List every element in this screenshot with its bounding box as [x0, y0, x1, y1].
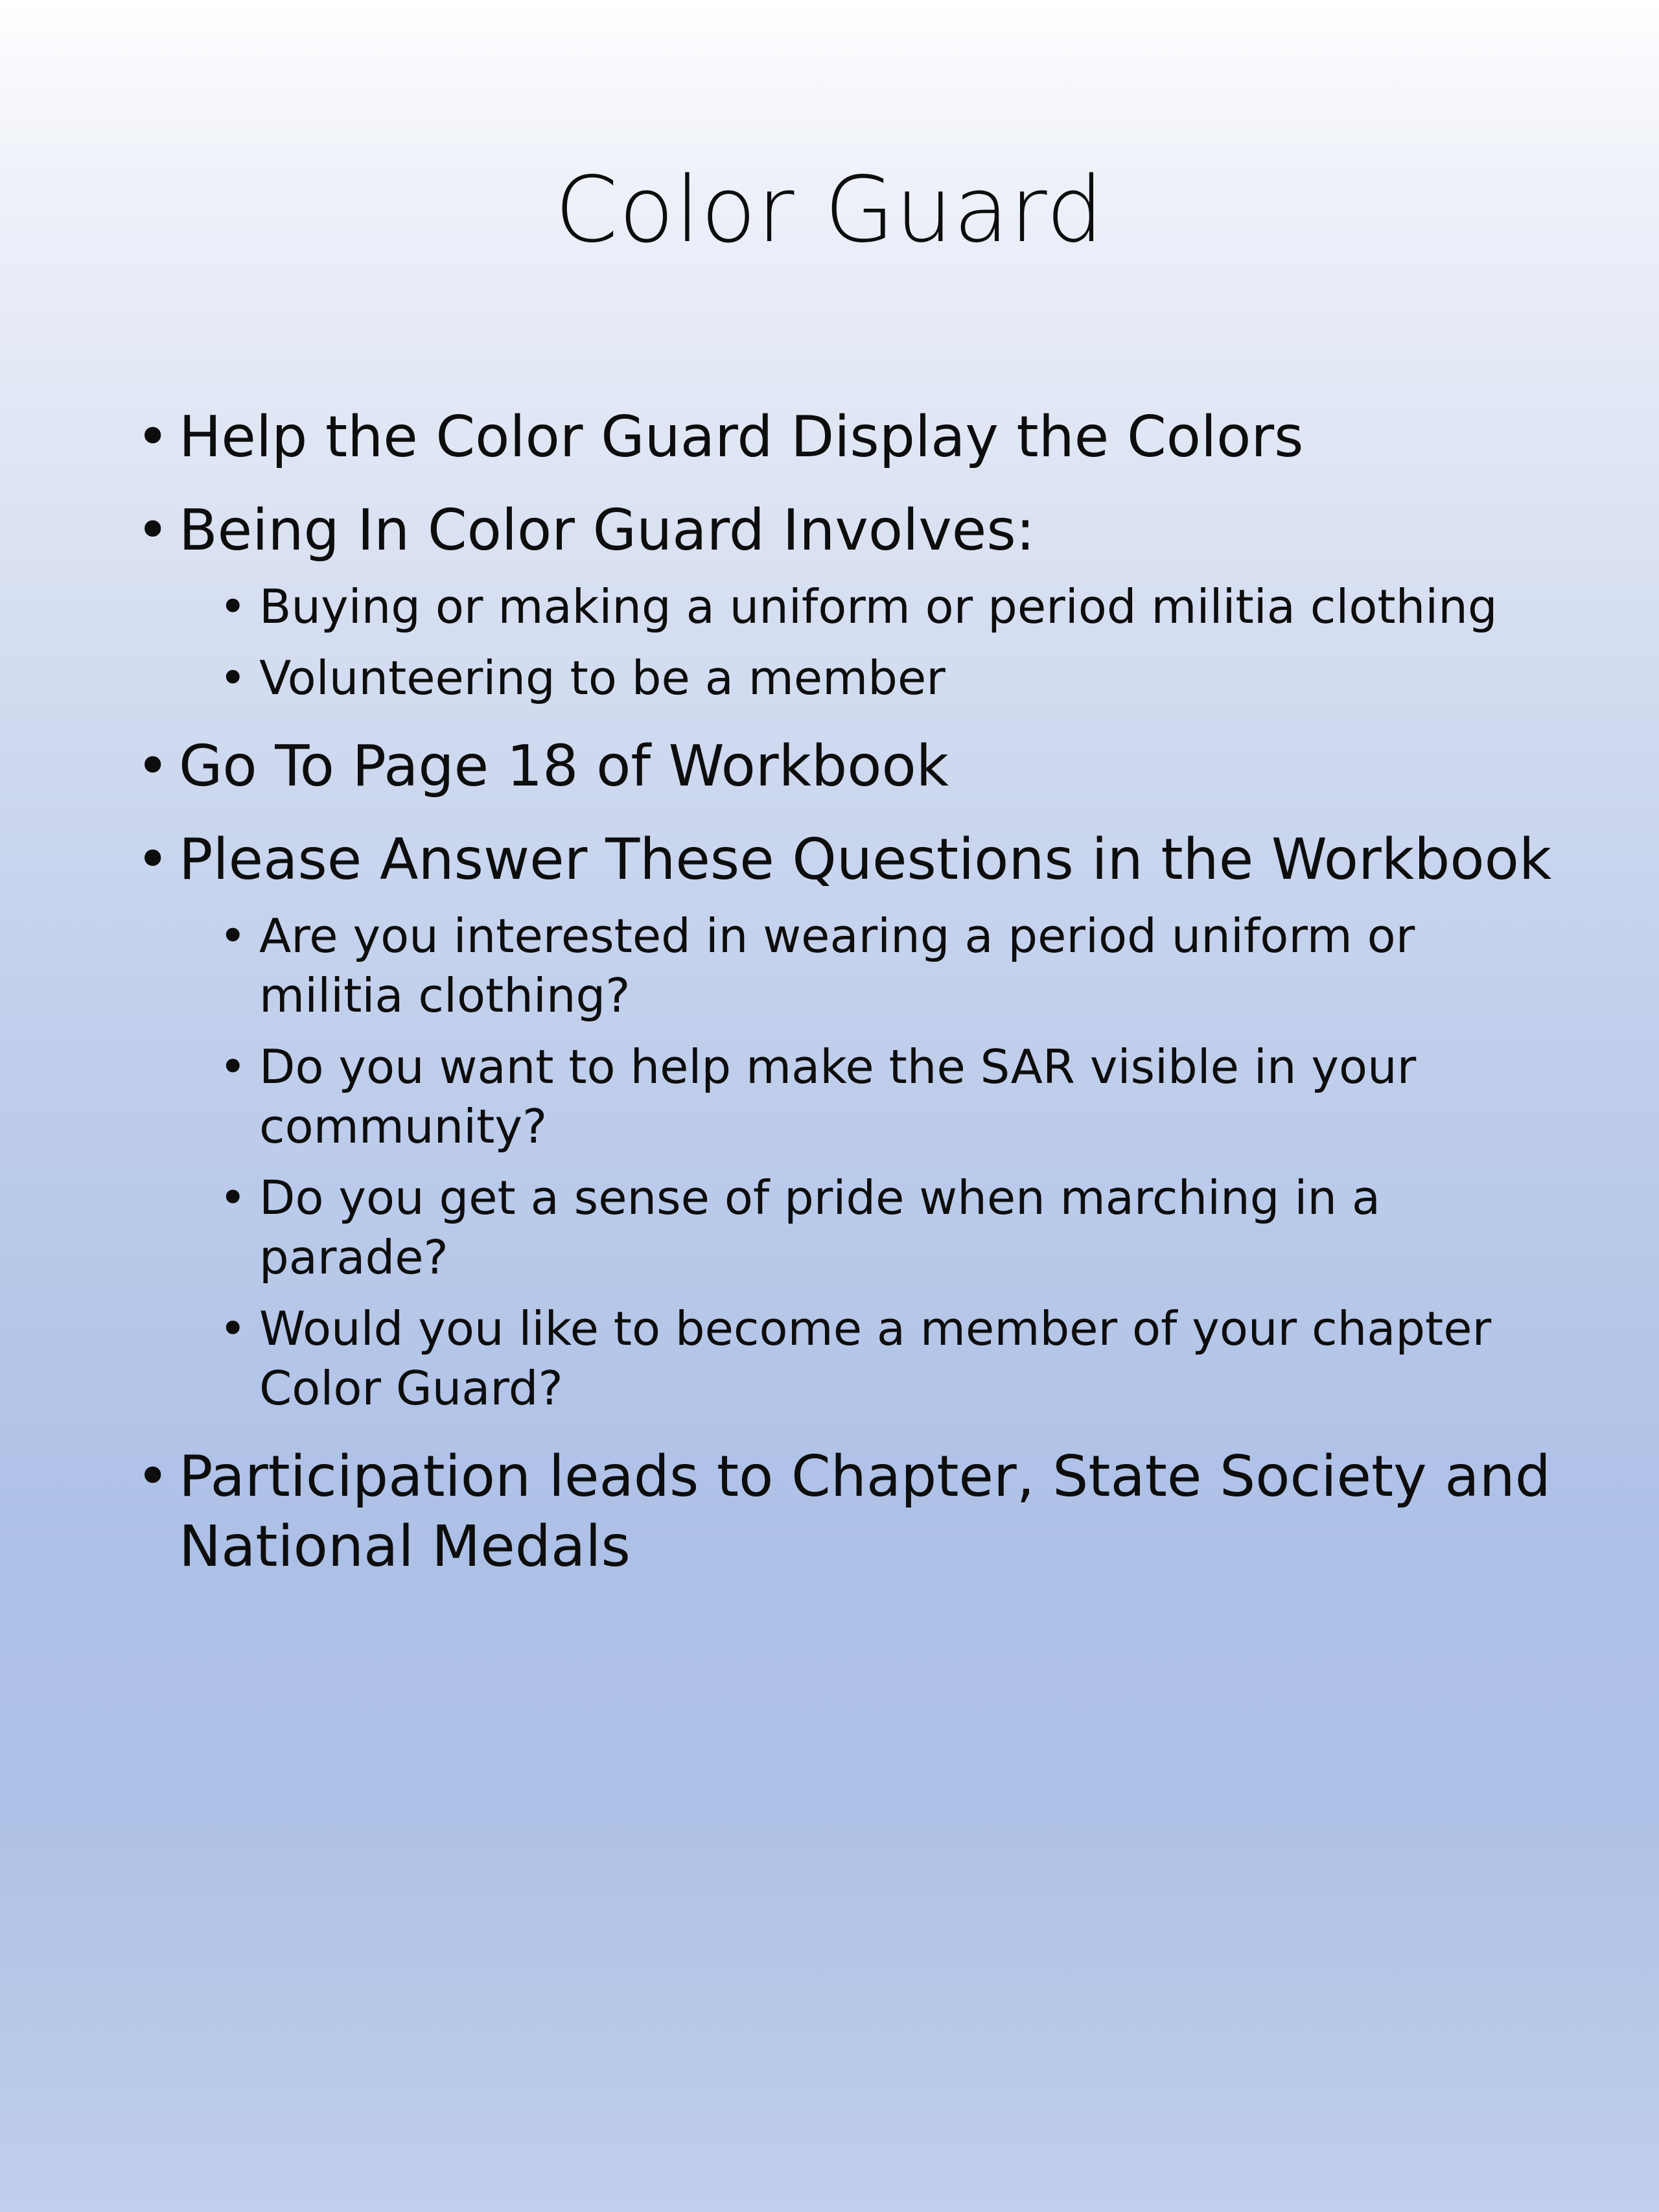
- sub-bullet-question-pride: • Do you get a sense of pride when marching in a parade?: [219, 1168, 1562, 1287]
- sub-bullet-question-visible: • Do you want to help make the SAR visible in your community?: [219, 1037, 1562, 1156]
- sub-bullet-uniform: • Buying or making a uniform or period militia clothing: [219, 577, 1562, 636]
- slide-title: Color Guard: [555, 157, 1104, 263]
- sub-bullet-question-uniform: • Are you interested in wearing a period uniform or militia clothing?: [219, 906, 1562, 1025]
- sub-bullet-question-member: • Would you like to become a member of your chapter Color Guard?: [219, 1299, 1562, 1418]
- sub-bullet-list-questions: [136, 906, 1562, 1418]
- bullet-go-to-page: • Go To Page 18 of Workbook: [136, 731, 1562, 801]
- bullet-participation-medals: • Participation leads to Chapter, State Society and National Medals: [136, 1441, 1562, 1581]
- sub-bullet-list-involves: [136, 577, 1562, 708]
- bullet-being-in-color-guard: • Being In Color Guard Involves:: [136, 495, 1562, 565]
- bullet-list: [136, 402, 1562, 1581]
- bullet-answer-questions: • Please Answer These Questions in the Workbook: [136, 824, 1562, 894]
- bullet-help-color-guard: • Help the Color Guard Display the Colors: [136, 402, 1562, 472]
- sub-bullet-volunteering: • Volunteering to be a member: [219, 648, 1562, 708]
